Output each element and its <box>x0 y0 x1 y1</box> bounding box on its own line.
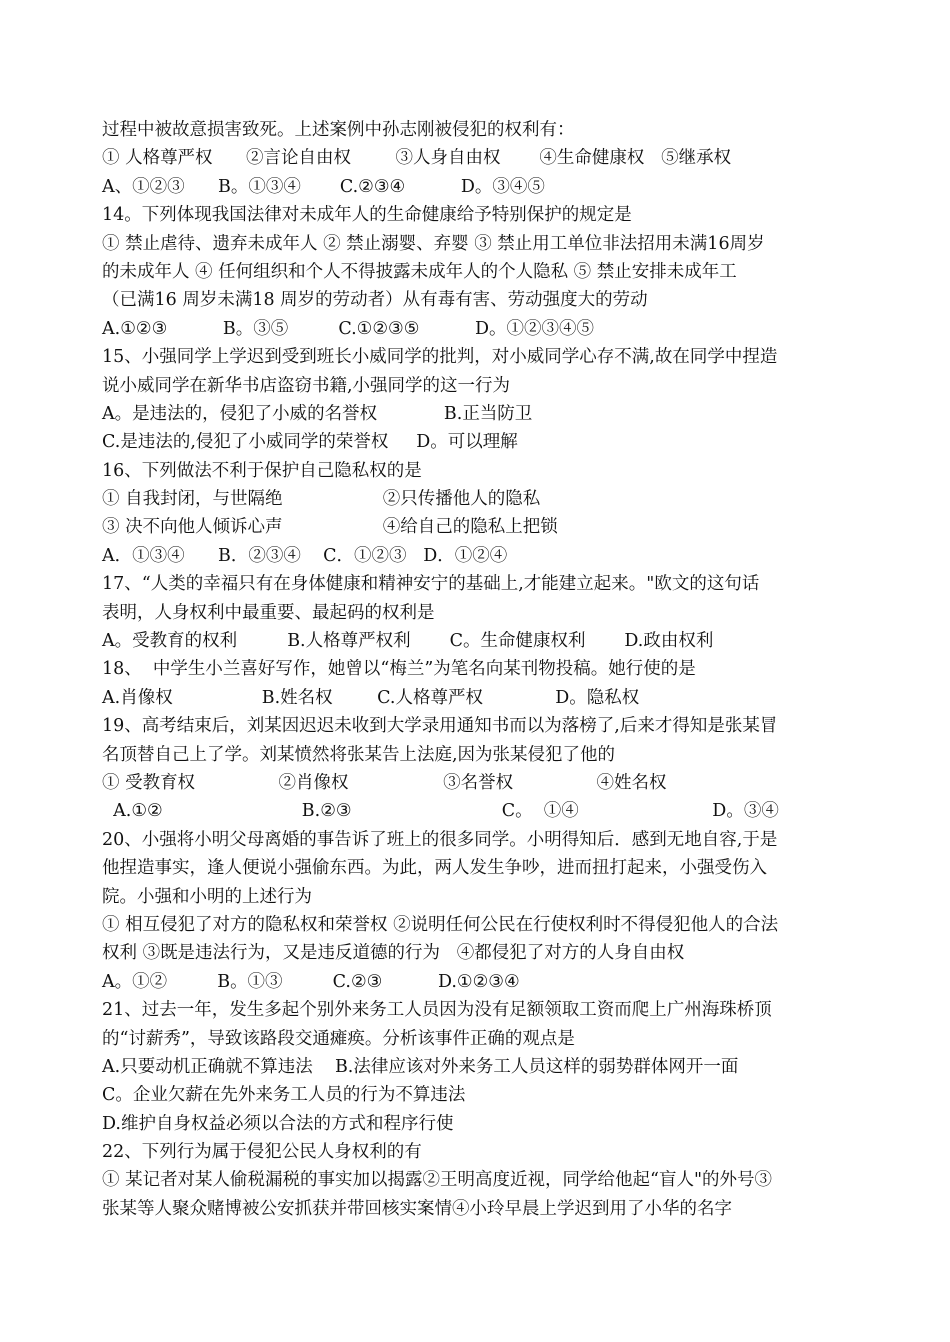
text-line: 的未成年人 ④ 任何组织和个人不得披露未成年人的个人隐私 ⑤ 禁止安排未成年工 <box>102 261 737 282</box>
text-line: 过程中被故意损害致死。上述案例中孙志刚被侵犯的权利有： <box>102 120 575 140</box>
text-line: 院。小强和小明的上述行为 <box>102 886 312 907</box>
text-line: 21、过去一年，发生多起个别外来务工人员因为没有足额领取工资而爬上广州海珠桥顶 <box>102 1000 772 1021</box>
text-line: ① 某记者对某人偷税漏税的事实加以揭露②王明高度近视，同学给他起“盲人"的外号③ <box>102 1170 773 1191</box>
text-line: C。企业欠薪在先外来务工人员的行为不算违法 <box>102 1085 466 1106</box>
text-line: 张某等人聚众赌博被公安抓获并带回核实案情④小玲早晨上学迟到用了小华的名字 <box>102 1198 732 1219</box>
document-page <box>102 116 852 1223</box>
text-line: （已满16 周岁未满18 周岁的劳动者）从有毒有害、劳动强度大的劳动 <box>102 290 648 311</box>
text-line: A.肖像权 B.姓名权 C.人格尊严权 D。隐私权 <box>102 687 640 708</box>
text-line: A。是违法的，侵犯了小威的名誉权 B.正当防卫 <box>102 403 533 424</box>
text-line: 14。下列体现我国法律对未成年人的生命健康给予特别保护的规定是 <box>102 205 632 226</box>
text-line: A．①③④ B．②③④ C．①②③ D．①②④ <box>102 545 508 566</box>
text-line: 22、下列行为属于侵犯公民人身权利的有 <box>102 1142 422 1163</box>
text-line: A.只要动机正确就不算违法 B.法律应该对外来务工人员这样的弱势群体网开一面 <box>102 1056 739 1077</box>
text-line: ① 自我封闭，与世隔绝 ②只传播他人的隐私 <box>102 489 541 510</box>
text-line: 表明，人身权利中最重要、最起码的权利是 <box>102 602 435 623</box>
text-line: C.是违法的,侵犯了小威同学的荣誉权 D。可以理解 <box>102 432 518 453</box>
text-line: 17、“人类的幸福只有在身体健康和精神安宁的基础上,才能建立起来。"欧文的这句话 <box>102 574 760 595</box>
text-line: A。受教育的权利 B.人格尊严权利 C。生命健康权利 D.政由权利 <box>102 631 714 652</box>
text-line: A、①②③ B。①③④ C.②③④ D。③④⑤ <box>102 176 545 197</box>
text-line: 18、 中学生小兰喜好写作，她曾以“梅兰”为笔名向某刊物投稿。她行使的是 <box>102 659 696 680</box>
text-line: 名顶替自己上了学。刘某愤然将张某告上法庭,因为张某侵犯了他的 <box>102 744 616 765</box>
text-line: 他捏造事实，逢人便说小强偷东西。为此，两人发生争吵，进而扭打起来，小强受伤入 <box>102 858 767 879</box>
text-line: 20、小强将小明父母离婚的事告诉了班上的很多同学。小明得知后．感到无地自容,于是 <box>102 829 778 850</box>
text-line: 15、小强同学上学迟到受到班长小威同学的批判，对小威同学心存不满,故在同学中捏造 <box>102 347 778 368</box>
text-line: 权利 ③既是违法行为，又是违反道德的行为 ④都侵犯了对方的人身自由权 <box>102 943 685 964</box>
text-line: ① 相互侵犯了对方的隐私权和荣誉权 ②说明任何公民在行使权利时不得侵犯他人的合法 <box>102 914 779 935</box>
text-line: ① 受教育权 ②肖像权 ③名誉权 ④姓名权 <box>102 772 667 793</box>
text-line: ① 禁止虐待、遗弃未成年人 ② 禁止溺婴、弃婴 ③ 禁止用工单位非法招用未满16周岁 <box>102 233 765 254</box>
text-line: ③ 决不向他人倾诉心声 ④给自己的隐私上把锁 <box>102 517 558 538</box>
text-line: 说小威同学在新华书店盗窃书籍,小强同学的这一行为 <box>102 375 511 396</box>
text-line: 的“讨薪秀”，导致该路段交通瘫痪。分析该事件正确的观点是 <box>102 1028 575 1049</box>
text-line: A.①②③ B。③⑤ C.①②③⑤ D。①②③④⑤ <box>102 318 595 339</box>
text-line: D.维护自身权益必须以合法的方式和程序行使 <box>102 1113 454 1134</box>
text-line: ① 人格尊严权 ②言论自由权 ③人身自由权 ④生命健康权 ⑤继承权 <box>102 148 732 169</box>
text-line: 16、下列做法不利于保护自己隐私权的是 <box>102 460 422 481</box>
text-line: A。①② B。①③ C.②③ D.①②③④ <box>102 971 520 992</box>
text-line: 19、高考结束后，刘某因迟迟未收到大学录用通知书而以为落榜了,后来才得知是张某冒 <box>102 716 778 737</box>
text-line: A.①② B.②③ C。 ①④ D。③④ <box>102 801 779 822</box>
